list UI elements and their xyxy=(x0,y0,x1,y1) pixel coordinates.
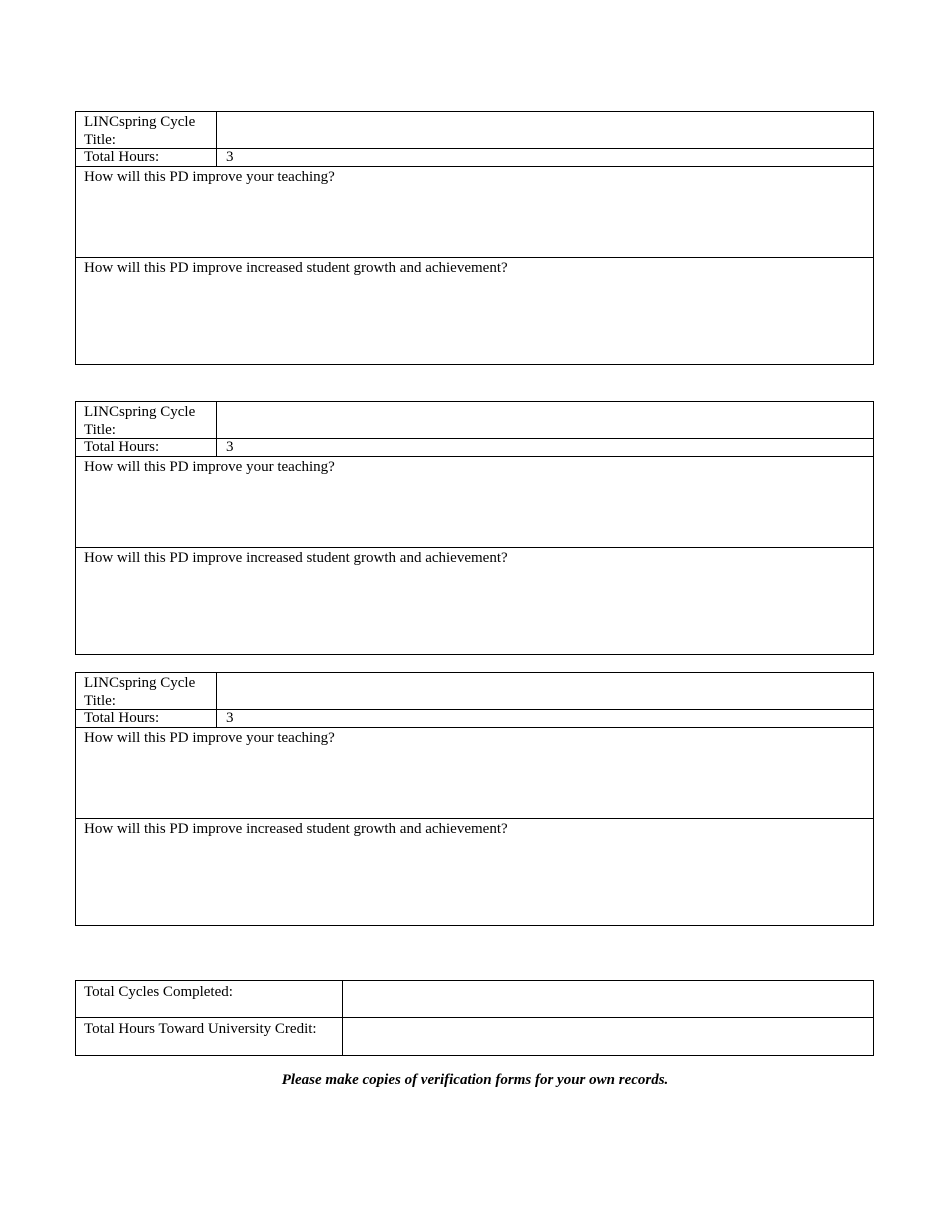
student-growth-question-field[interactable] xyxy=(76,548,873,654)
student-growth-question-field[interactable] xyxy=(76,819,873,925)
cycle-hours-row xyxy=(76,710,873,728)
student-growth-question-label: How will this PD improve increased student growth and achievement? xyxy=(84,550,508,566)
teaching-question-field[interactable] xyxy=(76,167,873,258)
cycle-title-field[interactable] xyxy=(217,402,873,438)
teaching-question-label: How will this PD improve your teaching? xyxy=(84,169,335,185)
teaching-question-field[interactable] xyxy=(76,728,873,819)
cycle-title-row xyxy=(76,673,873,710)
cycle-title-row xyxy=(76,112,873,149)
cycle-hours-label: Total Hours: xyxy=(76,149,217,166)
teaching-question-label: How will this PD improve your teaching? xyxy=(84,730,335,746)
cycle-hours-row xyxy=(76,439,873,457)
teaching-question-field[interactable] xyxy=(76,457,873,548)
teaching-question-label: How will this PD improve your teaching? xyxy=(84,459,335,475)
cycle-form-3 xyxy=(75,672,874,926)
cycle-title-field[interactable] xyxy=(217,112,873,148)
cycle-hours-field[interactable]: 3 xyxy=(226,439,234,455)
total-cycles-row xyxy=(76,981,873,1018)
total-cycles-label: Total Cycles Completed: xyxy=(76,981,343,1017)
cycle-hours-field[interactable]: 3 xyxy=(226,149,234,165)
cycle-form-1 xyxy=(75,111,874,365)
total-hours-row xyxy=(76,1018,873,1055)
cycle-title-label: LINCspring Cycle Title: xyxy=(76,673,217,709)
total-hours-label: Total Hours Toward University Credit: xyxy=(76,1018,343,1055)
total-cycles-field[interactable] xyxy=(343,981,873,1017)
student-growth-question-label: How will this PD improve increased student growth and achievement? xyxy=(84,260,508,276)
cycle-title-row xyxy=(76,402,873,439)
total-hours-field[interactable] xyxy=(343,1018,873,1055)
student-growth-question-field[interactable] xyxy=(76,258,873,364)
cycle-hours-row xyxy=(76,149,873,167)
cycle-hours-field[interactable]: 3 xyxy=(226,710,234,726)
cycle-title-label: LINCspring Cycle Title: xyxy=(76,112,217,148)
cycle-title-field[interactable] xyxy=(217,673,873,709)
student-growth-question-label: How will this PD improve increased student growth and achievement? xyxy=(84,821,508,837)
totals-table xyxy=(75,980,874,1056)
cycle-hours-label: Total Hours: xyxy=(76,710,217,727)
cycle-form-2 xyxy=(75,401,874,655)
cycle-title-label: LINCspring Cycle Title: xyxy=(76,402,217,438)
footer-note: Please make copies of verification forms for your own records. xyxy=(281,1072,669,1088)
cycle-hours-label: Total Hours: xyxy=(76,439,217,456)
